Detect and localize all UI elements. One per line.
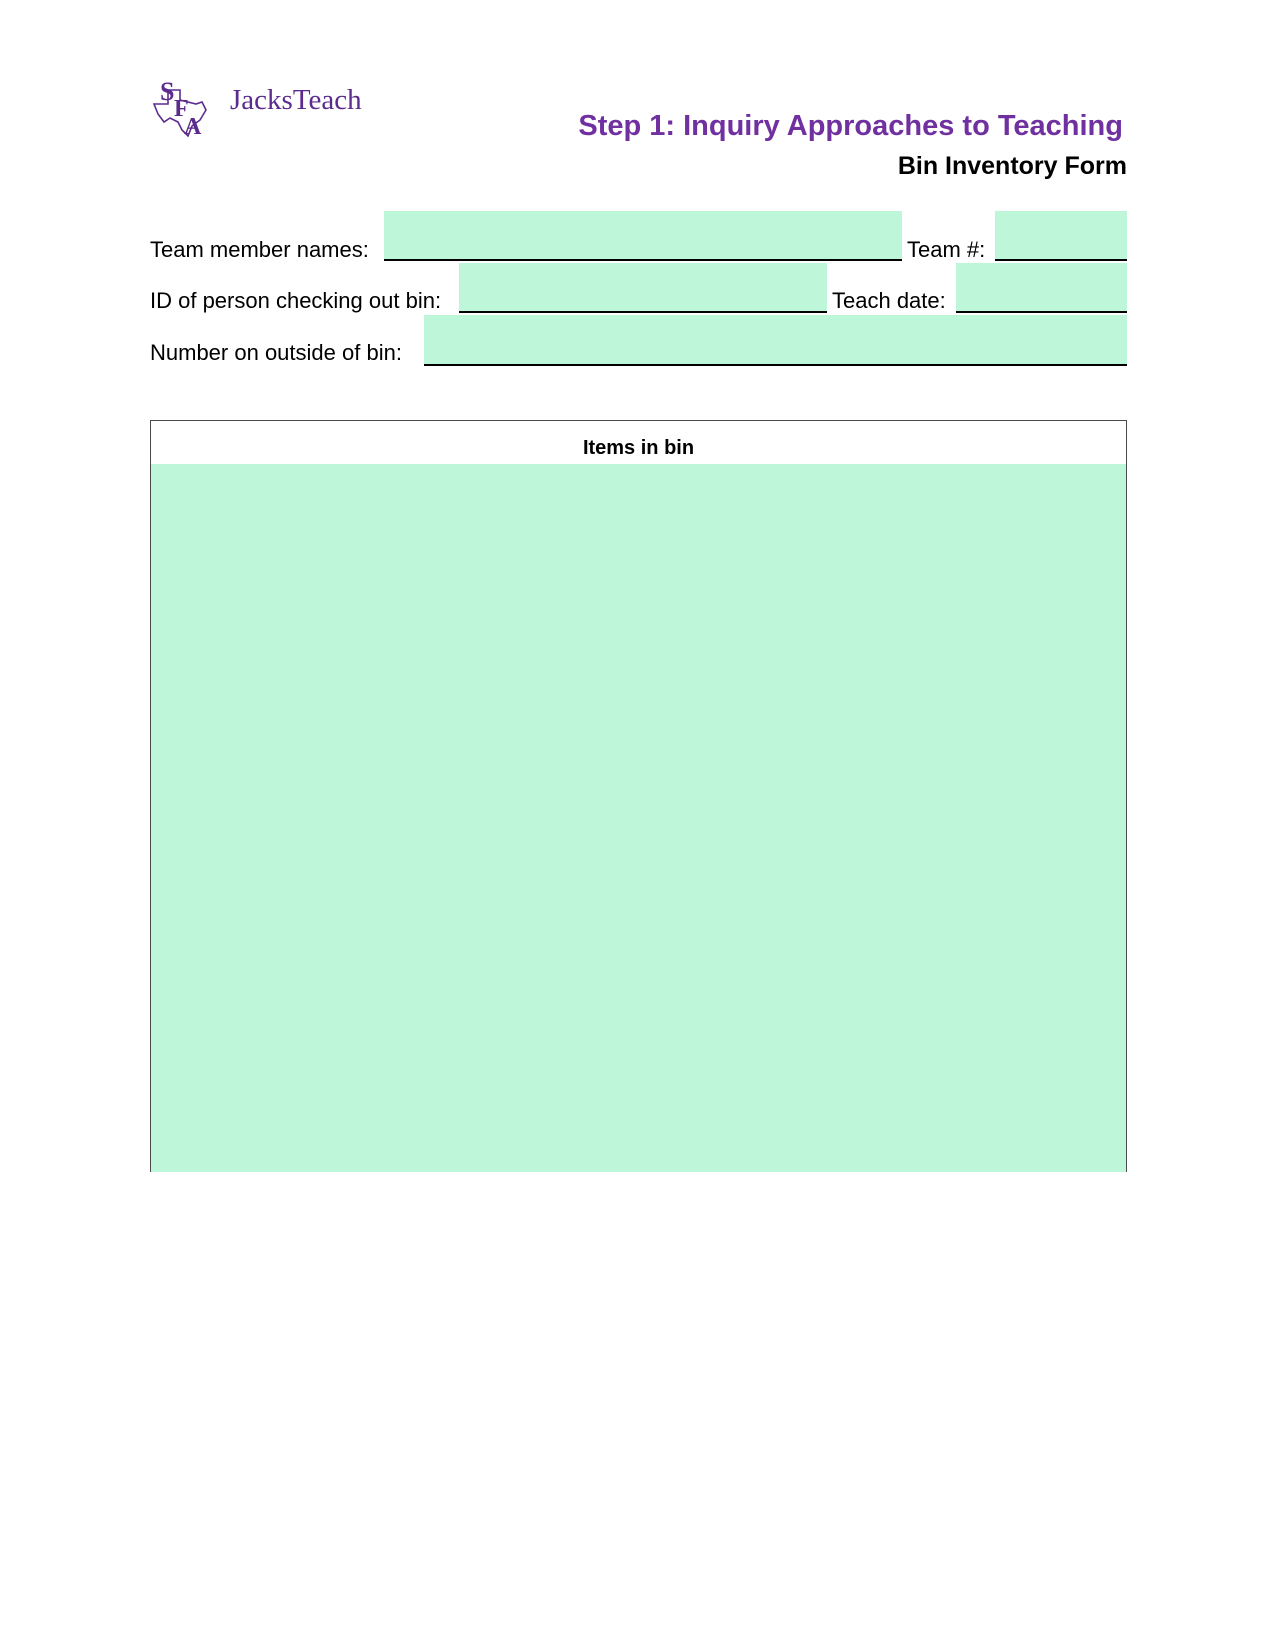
form-title: Bin Inventory Form [897,152,1127,180]
items-in-bin-field[interactable] [151,464,1126,1172]
jacksteach-logo [150,74,380,142]
svg-text:A: A [184,114,202,140]
checkout-id-field[interactable] [459,263,827,313]
sfa-emblem-icon [150,74,220,140]
logo-brand-text: JacksTeach [230,84,362,116]
page-title: Step 1: Inquiry Approaches to Teaching [578,110,1123,142]
teach-date-label: Teach date: [832,288,946,313]
team-number-field[interactable] [995,211,1127,261]
svg-text:S: S [160,77,175,106]
bin-number-field[interactable] [424,315,1127,366]
team-member-names-label: Team member names: [150,237,369,262]
team-member-names-field[interactable] [384,211,902,261]
bin-number-label: Number on outside of bin: [150,340,402,365]
team-number-label: Team #: [907,237,986,262]
checkout-id-label: ID of person checking out bin: [150,288,442,313]
svg-text:F: F [174,96,189,122]
teach-date-field[interactable] [956,263,1127,313]
items-in-bin-header: Items in bin [582,437,695,459]
items-in-bin-box [150,420,1127,1172]
